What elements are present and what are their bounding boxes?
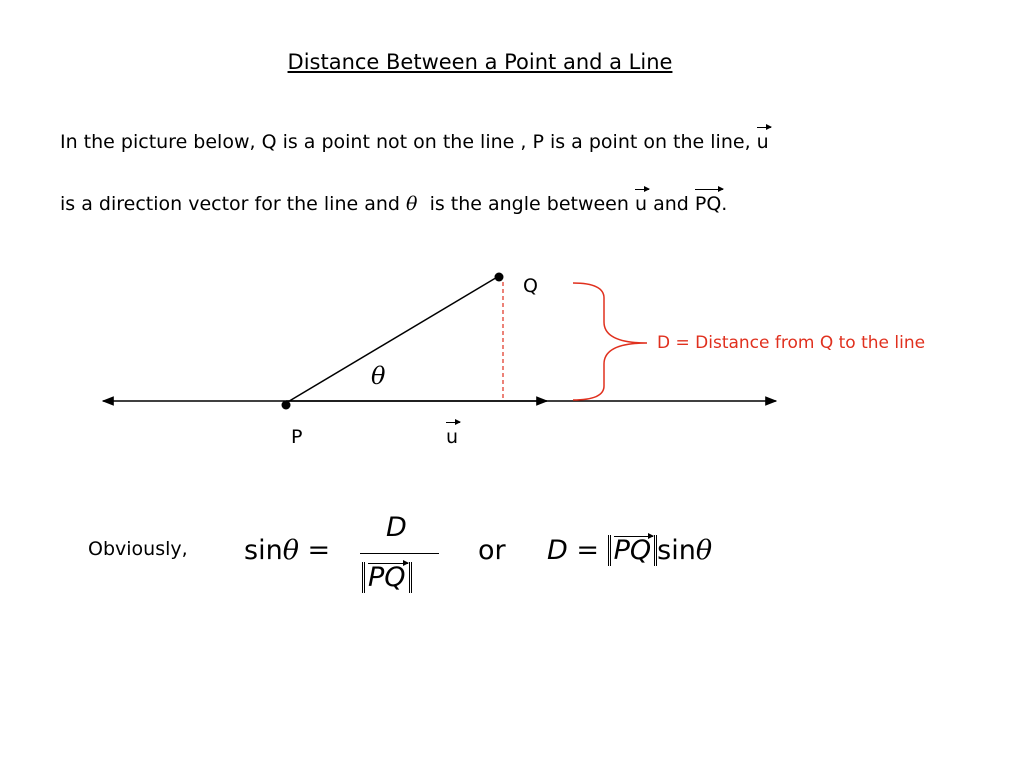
fraction-bar <box>360 553 439 554</box>
intro-text-1: In the picture below, Q is a point not on the line , P is a point on the line, <box>60 131 751 153</box>
norm-pq-text: PQ <box>368 562 406 593</box>
formula-equals-2: = <box>576 535 600 566</box>
point-q-label: Q <box>523 275 538 297</box>
norm-pq-2-text: PQ <box>613 535 652 566</box>
formula-sin: sin <box>244 535 283 566</box>
distance-label: D = Distance from Q to the line <box>657 333 926 353</box>
segment-pq <box>286 276 499 403</box>
formula-d: D <box>547 535 568 566</box>
norm-pq-2 <box>608 535 658 566</box>
vector-u-label: u <box>756 131 769 153</box>
distance-brace <box>573 283 647 400</box>
intro-text-4: and <box>653 193 689 215</box>
numerator-d: D <box>386 512 407 543</box>
vector-u-diagram-text: u <box>446 426 459 448</box>
formula-equals: = <box>307 535 331 566</box>
vector-u-diagram-label <box>446 426 458 448</box>
formula-theta-2: θ <box>695 535 713 566</box>
norm-pq <box>362 562 412 593</box>
intro-period: . <box>721 193 728 215</box>
intro-text-2: is a direction vector for the line and <box>60 193 400 215</box>
page-title: Distance Between a Point and a Line <box>287 50 673 74</box>
point-q-dot <box>495 273 504 282</box>
angle-theta-label: θ <box>371 362 386 390</box>
formula-sin-2: sin <box>657 535 696 566</box>
obviously-label: Obviously, <box>88 538 188 560</box>
vector-u-label-2: u <box>634 193 648 215</box>
point-p-label: P <box>291 426 303 448</box>
formula-d-equals <box>547 535 712 566</box>
fraction-numerator <box>386 512 407 543</box>
vector-pq-label: PQ <box>694 193 722 215</box>
intro-text-3: is the angle between <box>429 193 629 215</box>
point-p-dot <box>282 401 291 410</box>
fraction-denominator <box>362 562 412 593</box>
theta-symbol: θ <box>406 193 418 215</box>
formula-or: or <box>478 535 506 566</box>
formula-theta: θ <box>282 535 299 566</box>
formula-sin-theta <box>244 535 330 566</box>
